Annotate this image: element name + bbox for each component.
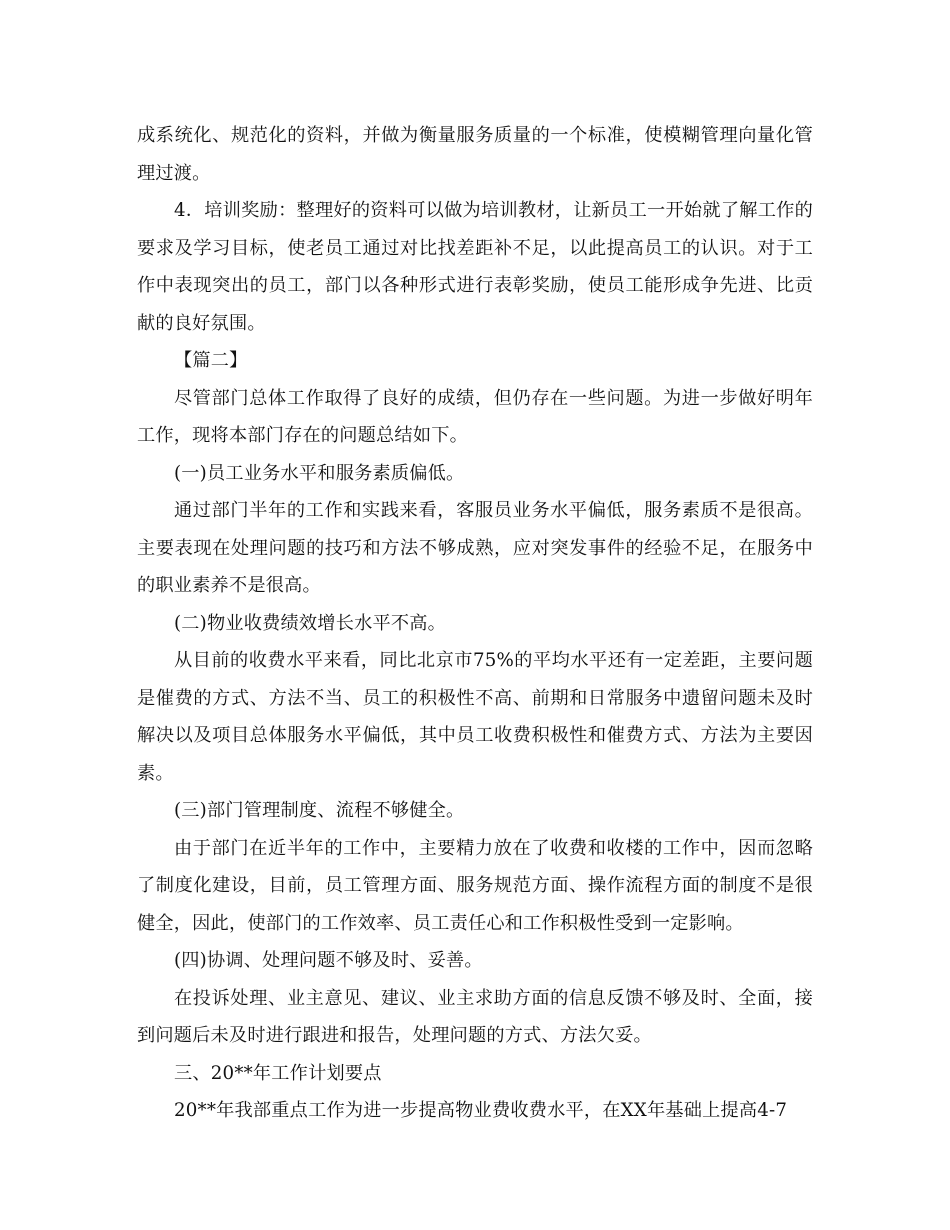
paragraph-continuation: 成系统化、规范化的资料，并做为衡量服务质量的一个标准，使模糊管理向量化管理过渡。 xyxy=(137,125,813,184)
paragraph-intro: 尽管部门总体工作取得了良好的成绩，但仍存在一些问题。为进一步做好明年工作，现将本部门存在的问题总结如下。 xyxy=(137,387,813,446)
subheading-3: (三)部门管理制度、流程不够健全。 xyxy=(174,800,465,821)
paragraph-3: 由于部门在近半年的工作中，主要精力放在了收费和收楼的工作中，因而忽略了制度化建设，目前，员工管理方面、服务规范方面、操作流程方面的制度不是很健全，因此，使部门的工作效率、员工责任心和工作积极性受到一定影响。 xyxy=(137,837,813,934)
subheading-1: (一)员工业务水平和服务素质偏低。 xyxy=(174,462,465,484)
document-body xyxy=(137,117,813,1130)
paragraph-1: 通过部门半年的工作和实践来看，客服员业务水平偏低，服务素质不是很高。主要表现在处理问题的技巧和方法不够成熟，应对突发事件的经验不足，在服务中的职业素养不是很高。 xyxy=(137,500,813,596)
paragraph-4: 在投诉处理、业主意见、建议、业主求助方面的信息反馈不够及时、全面，接到问题后未及时进行跟进和报告，处理问题的方式、方法欠妥。 xyxy=(137,987,813,1046)
subheading-4: (四)协调、处理问题不够及时、妥善。 xyxy=(174,950,483,971)
section-heading-part-two: 【篇二】 xyxy=(174,350,248,371)
paragraph-training-reward: 4．培训奖励：整理好的资料可以做为培训教材，让新员工一开始就了解工作的要求及学习目标，使老员工通过对比找差距补不足，以此提高员工的认识。对于工作中表现突出的员工，部门以各种形式进行表彰奖励，使员工能形成争先进、比贡献的良好氛围。 xyxy=(137,200,813,334)
paragraph-2: 从目前的收费水平来看，同比北京市75%的平均水平还有一定差距，主要问题是催费的方式、方法不当、员工的积极性不高、前期和日常服务中遗留问题未及时解决以及项目总体服务水平偏低，其中员工收费积极性和催费方式、方法为主要因素。 xyxy=(137,650,813,784)
subheading-2: (二)物业收费绩效增长水平不高。 xyxy=(174,612,447,634)
section-heading-plan: 三、20**年工作计划要点 xyxy=(174,1062,382,1084)
paragraph-plan: 20**年我部重点工作为进一步提高物业费收费水平，在XX年基础上提高4-7 xyxy=(174,1100,788,1121)
